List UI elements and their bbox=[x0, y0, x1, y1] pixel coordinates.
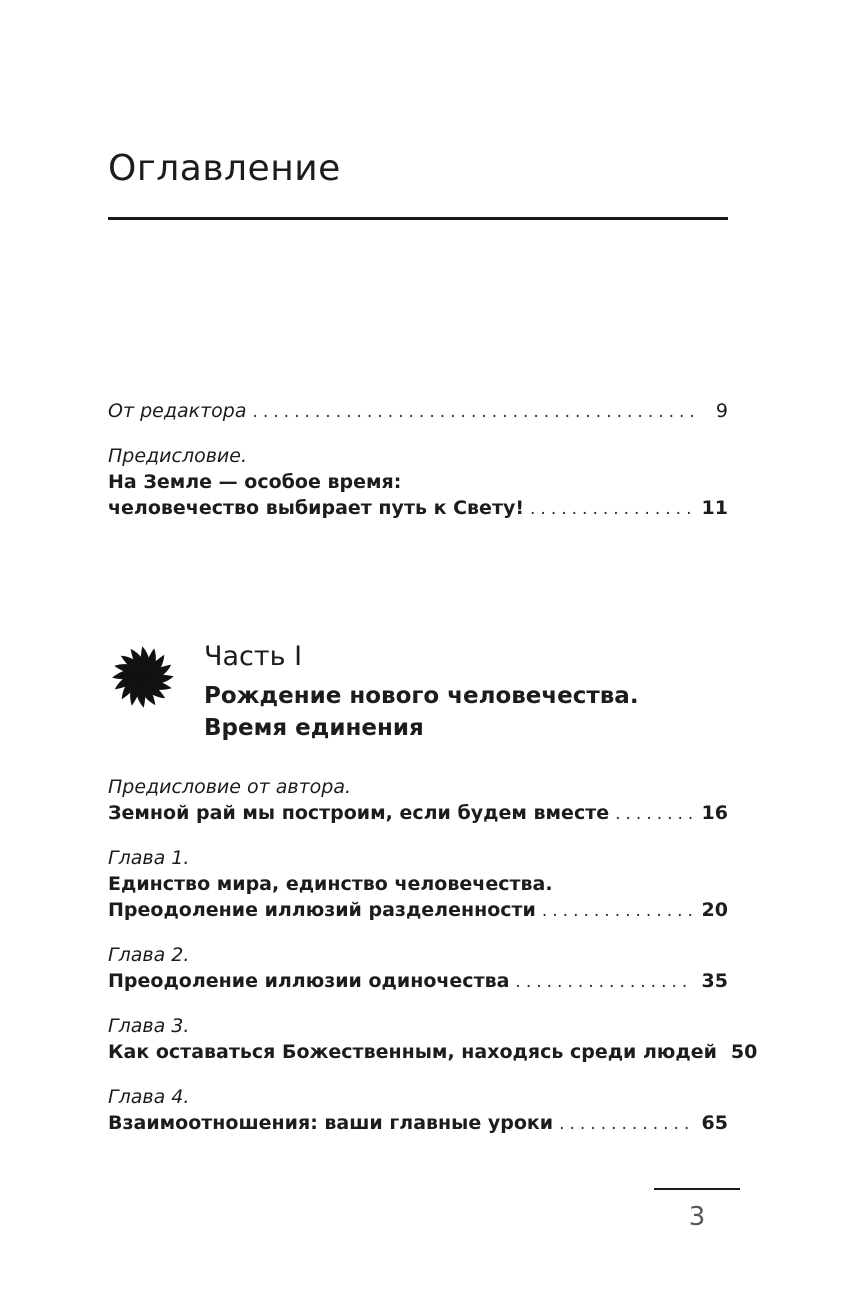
toc-entry bbox=[108, 398, 728, 425]
toc-page-number: 50 bbox=[730, 1041, 758, 1063]
dot-leader bbox=[252, 399, 696, 425]
page-title: Оглавление bbox=[108, 148, 341, 189]
toc-entry bbox=[108, 1013, 758, 1066]
part-heading-text bbox=[204, 640, 639, 744]
toc-entry-title-line: Земной рай мы построим, если будем вместе bbox=[108, 802, 610, 824]
title-rule bbox=[108, 217, 728, 220]
part-heading bbox=[108, 640, 728, 744]
folio-number: 3 bbox=[688, 1202, 706, 1232]
toc-entry-label: Глава 1. bbox=[108, 847, 190, 869]
dot-leader bbox=[515, 969, 693, 995]
toc-page-number: 35 bbox=[701, 970, 728, 992]
toc-entry-label: Предисловие от автора. bbox=[108, 776, 352, 798]
toc-entry-label: Предисловие. bbox=[108, 445, 248, 467]
toc-page-number: 20 bbox=[701, 899, 728, 921]
toc-entry-label: Глава 4. bbox=[108, 1086, 190, 1108]
dot-leader bbox=[559, 1111, 693, 1137]
toc-entry-title-line: Преодоление иллюзии одиночества bbox=[108, 970, 510, 992]
toc-page-number: 9 bbox=[715, 400, 728, 422]
part-kicker: Часть I bbox=[204, 641, 303, 672]
toc-entry-title-line: На Земле — особое время: bbox=[108, 471, 402, 493]
footer-rule bbox=[654, 1188, 740, 1190]
toc-page-number: 65 bbox=[701, 1112, 728, 1134]
toc-entry-title-line: Взаимоотношения: ваши главные уроки bbox=[108, 1112, 554, 1134]
front-matter-entries bbox=[108, 398, 728, 522]
toc-entry-title-line: Преодоление иллюзий разделенности bbox=[108, 899, 536, 921]
toc-entry bbox=[108, 774, 728, 827]
sunburst-icon bbox=[108, 642, 178, 712]
part-title-line: Время единения bbox=[204, 715, 424, 741]
toc-page-number: 11 bbox=[701, 497, 728, 519]
toc-page-number: 16 bbox=[701, 802, 728, 824]
toc-entry-label: Глава 2. bbox=[108, 944, 190, 966]
toc-entry bbox=[108, 942, 728, 995]
dot-leader bbox=[615, 801, 693, 827]
page-footer bbox=[654, 1188, 740, 1232]
dot-leader bbox=[542, 898, 694, 924]
toc-entry-title-line: Единство мира, единство человечества. bbox=[108, 873, 553, 895]
toc-entry bbox=[108, 845, 728, 924]
toc-entry-label: Глава 3. bbox=[108, 1015, 190, 1037]
toc-entry-label: От редактора bbox=[108, 400, 247, 422]
toc-entry-title-line: человечество выбирает путь к Свету! bbox=[108, 497, 525, 519]
dot-leader bbox=[530, 496, 694, 522]
part-title-line: Рождение нового человечества. bbox=[204, 683, 639, 709]
toc-entry-title-line: Как оставаться Божественным, находясь среди людей bbox=[108, 1041, 717, 1063]
toc-entry bbox=[108, 443, 728, 522]
part-entries bbox=[108, 774, 758, 1137]
toc-entry bbox=[108, 1084, 728, 1137]
